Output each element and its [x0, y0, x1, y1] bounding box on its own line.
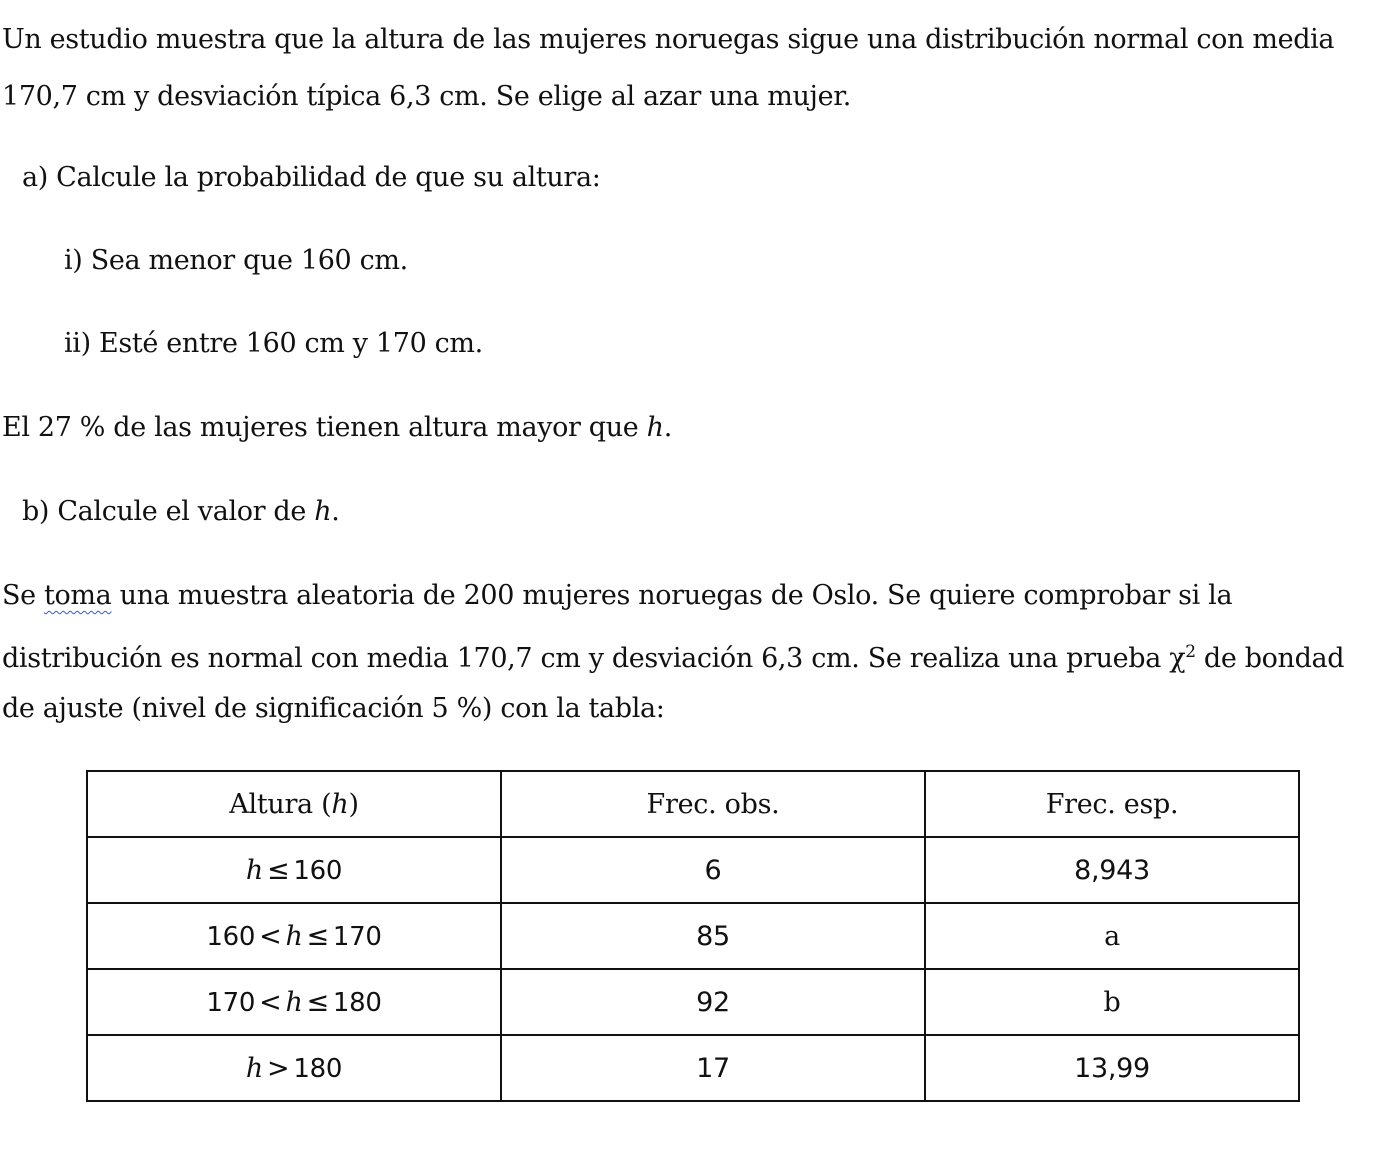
table-row [87, 903, 1299, 969]
table-header-row [87, 771, 1299, 837]
sample-line-3: de ajuste (nivel de significación 5 %) con la tabla: [2, 693, 665, 724]
range-cell: h > 180 [87, 1035, 501, 1101]
esp-cell: 8,943 [925, 837, 1299, 903]
header-frec-obs: Frec. obs. [501, 771, 925, 837]
part-a-prompt: a) Calcule la probabilidad de que su altura: [22, 162, 601, 193]
obs-cell: 92 [501, 969, 925, 1035]
part-b-prompt: b) Calcule el valor de h. [22, 496, 340, 527]
chi-square-superscript: 2 [1185, 642, 1196, 662]
frequency-table [86, 770, 1300, 1102]
range-cell: 160 < h ≤ 170 [87, 903, 501, 969]
header-altura: Altura (h) [87, 771, 501, 837]
spellcheck-flagged-word[interactable]: toma [44, 580, 112, 611]
variable-h: h [646, 412, 664, 443]
header-frec-esp: Frec. esp. [925, 771, 1299, 837]
esp-cell: a [925, 903, 1299, 969]
obs-cell: 85 [501, 903, 925, 969]
range-cell: h ≤ 160 [87, 837, 501, 903]
range-cell: 170 < h ≤ 180 [87, 969, 501, 1035]
statement-h: El 27 % de las mujeres tienen altura mayor que h. [2, 412, 672, 443]
intro-line-1: Un estudio muestra que la altura de las mujeres noruegas sigue una distribución normal con media [2, 24, 1335, 55]
esp-cell: 13,99 [925, 1035, 1299, 1101]
part-a-item-i: i) Sea menor que 160 cm. [64, 245, 408, 276]
part-a-item-ii: ii) Esté entre 160 cm y 170 cm. [64, 328, 483, 359]
table-row [87, 969, 1299, 1035]
table-row [87, 837, 1299, 903]
obs-cell: 17 [501, 1035, 925, 1101]
sample-line-2: distribución es normal con media 170,7 cm y desviación 6,3 cm. Se realiza una prueba $\chi^2$ de bondad [2, 642, 1345, 674]
table-row [87, 1035, 1299, 1101]
intro-line-2: 170,7 cm y desviación típica 6,3 cm. Se elige al azar una mujer. [2, 81, 852, 112]
esp-cell: b [925, 969, 1299, 1035]
sample-line-1: Se toma una muestra aleatoria de 200 mujeres noruegas de Oslo. Se quiere comprobar si la [2, 580, 1233, 611]
obs-cell: 6 [501, 837, 925, 903]
variable-h: h [314, 496, 332, 527]
